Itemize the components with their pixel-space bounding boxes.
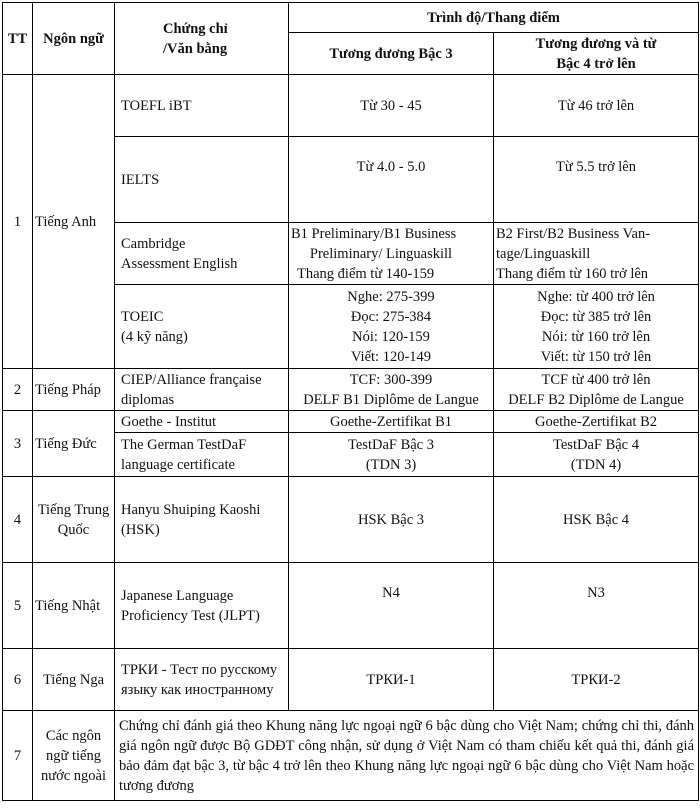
level4-line: DELF B2 Diplôme de Langue: [508, 391, 684, 408]
level4-value: [494, 433, 699, 477]
language-name: Tiếng Nhật: [33, 563, 115, 649]
level3-line: Preliminary/ Linguaskill: [309, 245, 453, 262]
header-level3: Tương đương Bậc 3: [289, 33, 494, 75]
certificate-line: TOEIC: [121, 308, 164, 325]
row-number: 6: [3, 649, 33, 711]
level4-line: tage/Linguaskill: [496, 245, 591, 262]
language-name: Các ngôn ngữ tiếng nước ngoài: [33, 711, 115, 801]
certificate-line: (4 kỹ năng): [121, 328, 188, 345]
language-name: Tiếng Đức: [33, 411, 115, 477]
certificate-name: Cambridge Assessment English: [115, 223, 289, 285]
row-number: 1: [3, 75, 33, 369]
table-row: [3, 649, 699, 711]
header-row: [3, 3, 699, 33]
row-number: 4: [3, 477, 33, 563]
table-row: [3, 369, 699, 411]
language-name: Tiếng Trung Quốc: [33, 477, 115, 563]
level3-value: [289, 369, 494, 411]
table-row: [3, 75, 699, 137]
level3-value: Từ 4.0 - 5.0: [289, 137, 494, 223]
level4-line: TCF từ 400 trở lên: [541, 371, 651, 388]
level4-line: TestDaF Bậc 4: [553, 436, 639, 453]
level3-line: Thang điểm từ 140-159: [297, 265, 435, 282]
certificate-name: IELTS: [115, 137, 289, 223]
certificate-name: The German TestDaF language certificate: [115, 433, 289, 477]
level4-line: Nói: từ 160 trở lên: [541, 328, 651, 345]
level4-value: ТРКИ-2: [494, 649, 699, 711]
level4-value: N3: [494, 563, 699, 649]
language-name: Tiếng Anh: [33, 75, 115, 369]
header-level-score: Trình độ/Thang điểm: [289, 3, 699, 33]
level4-value: Từ 5.5 trở lên: [494, 137, 699, 223]
level4-value: HSK Bậc 4: [494, 477, 699, 563]
level4-line: Đọc: từ 385 trở lên: [540, 308, 652, 325]
level4-line: Thang điểm từ 160 trở lên: [496, 265, 649, 282]
level3-line: Nói: 120-159: [352, 328, 430, 345]
level4-line: Nghe: từ 400 trở lên: [537, 288, 655, 305]
header-tt: TT: [3, 3, 33, 75]
level3-value: Goethe-Zertifikat B1: [289, 411, 494, 433]
level3-value: Từ 30 - 45: [289, 75, 494, 137]
certificate-name: CIEP/Alliance française diplomas: [115, 369, 289, 411]
level3-line: (TDN 3): [365, 456, 417, 473]
certificate-name: Goethe - Institut: [115, 411, 289, 433]
level3-line: Viết: 120-149: [350, 348, 432, 365]
level4-line: Viết: từ 150 trở lên: [540, 348, 652, 365]
level3-line: Đọc: 275-384: [350, 308, 432, 325]
table-row: [3, 563, 699, 649]
level4-line: B2 First/B2 Business Van-: [496, 225, 651, 242]
level3-line: B1 Preliminary/B1 Business: [291, 225, 457, 242]
level3-value: [289, 433, 494, 477]
header-language: Ngôn ngữ: [33, 3, 115, 75]
level4-value: Goethe-Zertifikat B2: [494, 411, 699, 433]
level3-line: TCF: 300-399: [349, 371, 433, 388]
level3-value: ТРКИ-1: [289, 649, 494, 711]
row-number: 2: [3, 369, 33, 411]
header-certificate: Chứng chỉ /Văn bằng: [115, 3, 289, 75]
certificate-name: [115, 285, 289, 369]
level4-line: (TDN 4): [570, 456, 622, 473]
row-number: 3: [3, 411, 33, 477]
level4-value: [494, 285, 699, 369]
table-row: [3, 477, 699, 563]
row-number: 7: [3, 711, 33, 801]
certificate-name: ТРКИ - Тест по русскому языку как иностранному: [115, 649, 289, 711]
level3-line: DELF B1 Diplôme de Langue: [303, 391, 479, 408]
level3-value: [289, 285, 494, 369]
table-row: [3, 411, 699, 433]
level4-value: [494, 369, 699, 411]
others-note: Chứng chỉ đánh giá theo Khung năng lực ngoại ngữ 6 bậc dùng cho Việt Nam; chứng chỉ thi, đánh giá ngôn ngữ được Bộ GDĐT công nhận, sử dụng ở Việt Nam có tham chiếu kết quả thi, đánh giá bảo đảm đạt bậc 3, từ bậc 4 trở lên theo Khung năng lực ngoại ngữ 6 bậc dùng cho Việt Nam hoặc tương đương: [115, 711, 699, 801]
level3-line: TestDaF Bậc 3: [348, 436, 434, 453]
row-number: 5: [3, 563, 33, 649]
certificate-name: TOEFL iBT: [115, 75, 289, 137]
level3-line: Nghe: 275-399: [347, 288, 435, 305]
header-level4: Tương đương và từ Bậc 4 trở lên: [494, 33, 699, 75]
table-row: [3, 711, 699, 801]
certificate-name: Japanese Language Proficiency Test (JLPT): [115, 563, 289, 649]
language-name: Tiếng Nga: [33, 649, 115, 711]
level3-value: [289, 223, 494, 285]
language-name: Tiếng Pháp: [33, 369, 115, 411]
level4-value: Từ 46 trở lên: [494, 75, 699, 137]
level3-value: HSK Bậc 3: [289, 477, 494, 563]
certificate-table: [2, 2, 699, 801]
level4-value: [494, 223, 699, 285]
level3-value: N4: [289, 563, 494, 649]
certificate-name: Hanyu Shuiping Kaoshi (HSK): [115, 477, 289, 563]
